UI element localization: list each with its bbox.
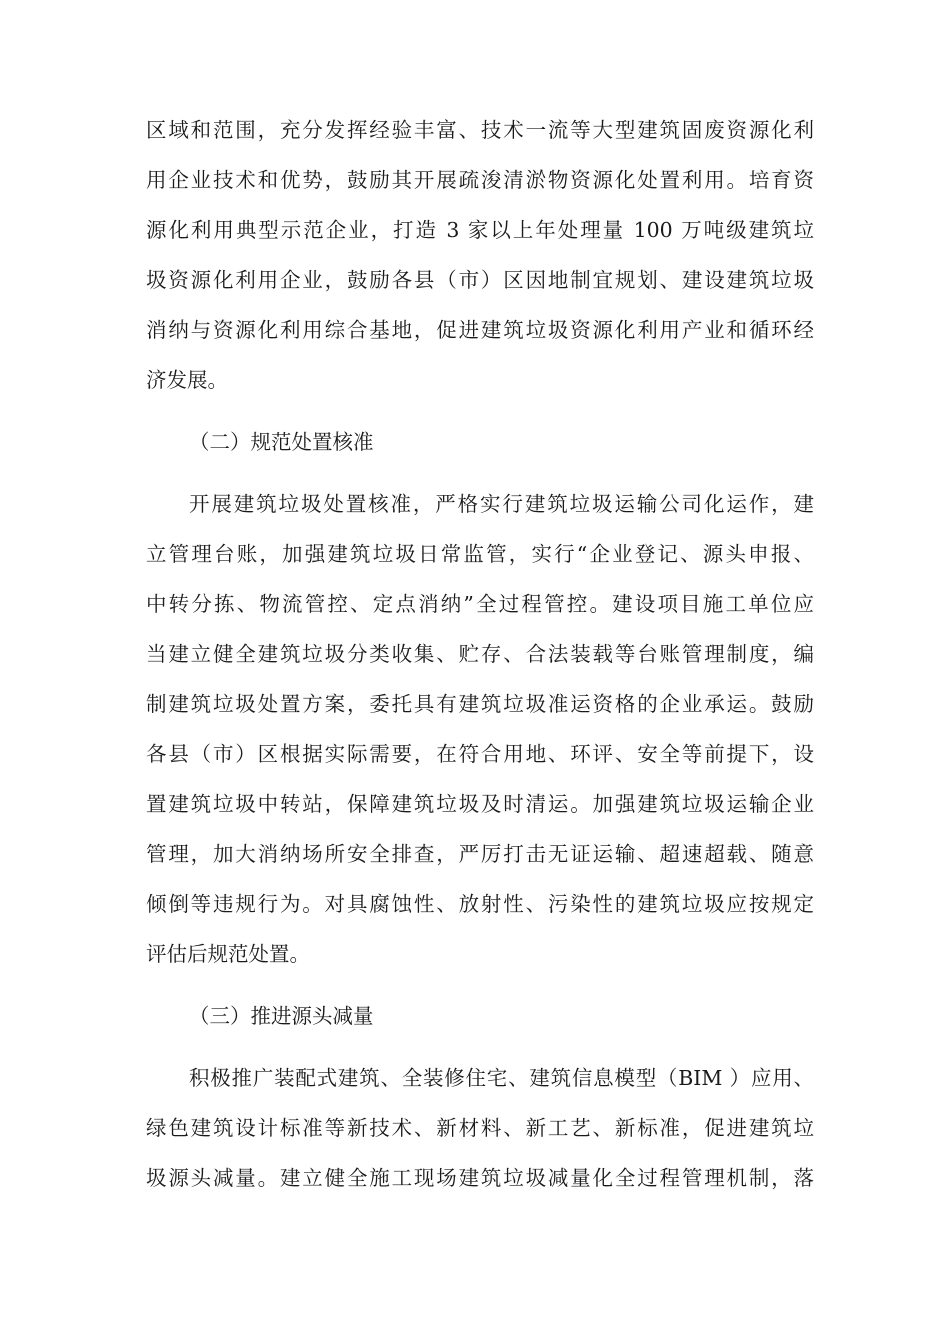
section-heading bbox=[146, 420, 814, 470]
paragraph-gap bbox=[146, 470, 814, 482]
heading-text: （三）推进源头减量 bbox=[189, 1004, 374, 1028]
text-line: 中转分拣、物流管控、定点消纳”全过程管控。建设项目施工单位应 bbox=[146, 592, 814, 616]
section-heading bbox=[146, 994, 814, 1044]
text-line: 倾倒等违规行为。对具腐蚀性、放射性、污染性的建筑垃圾应按规定 bbox=[146, 892, 814, 916]
heading-text: （二）规范处置核准 bbox=[189, 430, 374, 454]
body-paragraph bbox=[146, 108, 814, 408]
text-line: 绿色建筑设计标准等新技术、新材料、新工艺、新标准，促进建筑垃 bbox=[146, 1116, 814, 1140]
text-line: 各县（市）区根据实际需要，在符合用地、环评、安全等前提下，设 bbox=[146, 742, 814, 766]
text-line: 济发展。 bbox=[146, 368, 228, 392]
document-body bbox=[146, 108, 814, 1206]
text-line: 管理，加大消纳场所安全排查，严厉打击无证运输、超速超载、随意 bbox=[146, 842, 814, 866]
text-line: 区域和范围，充分发挥经验丰富、技术一流等大型建筑固废资源化利 bbox=[146, 118, 814, 142]
text-line: 用企业技术和优势，鼓励其开展疏浚清淤物资源化处置利用。培育资 bbox=[146, 168, 814, 192]
paragraph-gap bbox=[146, 982, 814, 994]
text-line: 置建筑垃圾中转站，保障建筑垃圾及时清运。加强建筑垃圾运输企业 bbox=[146, 792, 814, 816]
text-line: 圾源头减量。建立健全施工现场建筑垃圾减量化全过程管理机制，落 bbox=[146, 1166, 814, 1190]
paragraph-gap bbox=[146, 1044, 814, 1056]
body-paragraph bbox=[146, 1056, 814, 1206]
text-line: 源化利用典型示范企业，打造 3 家以上年处理量 100 万吨级建筑垃 bbox=[146, 218, 814, 242]
text-line: 积极推广装配式建筑、全装修住宅、建筑信息模型（BIM ）应用、 bbox=[189, 1066, 814, 1090]
paragraph-gap bbox=[146, 408, 814, 420]
text-line: 立管理台账，加强建筑垃圾日常监管，实行“企业登记、源头申报、 bbox=[146, 542, 814, 566]
body-paragraph bbox=[146, 482, 814, 982]
text-line: 制建筑垃圾处置方案，委托具有建筑垃圾准运资格的企业承运。鼓励 bbox=[146, 692, 814, 716]
text-line: 当建立健全建筑垃圾分类收集、贮存、合法装载等台账管理制度，编 bbox=[146, 642, 814, 666]
text-line: 开展建筑垃圾处置核准，严格实行建筑垃圾运输公司化运作，建 bbox=[189, 492, 814, 516]
text-line: 消纳与资源化利用综合基地，促进建筑垃圾资源化利用产业和循环经 bbox=[146, 318, 814, 342]
text-line: 评估后规范处置。 bbox=[146, 942, 310, 966]
text-line: 圾资源化利用企业，鼓励各县（市）区因地制宜规划、建设建筑垃圾 bbox=[146, 268, 814, 292]
